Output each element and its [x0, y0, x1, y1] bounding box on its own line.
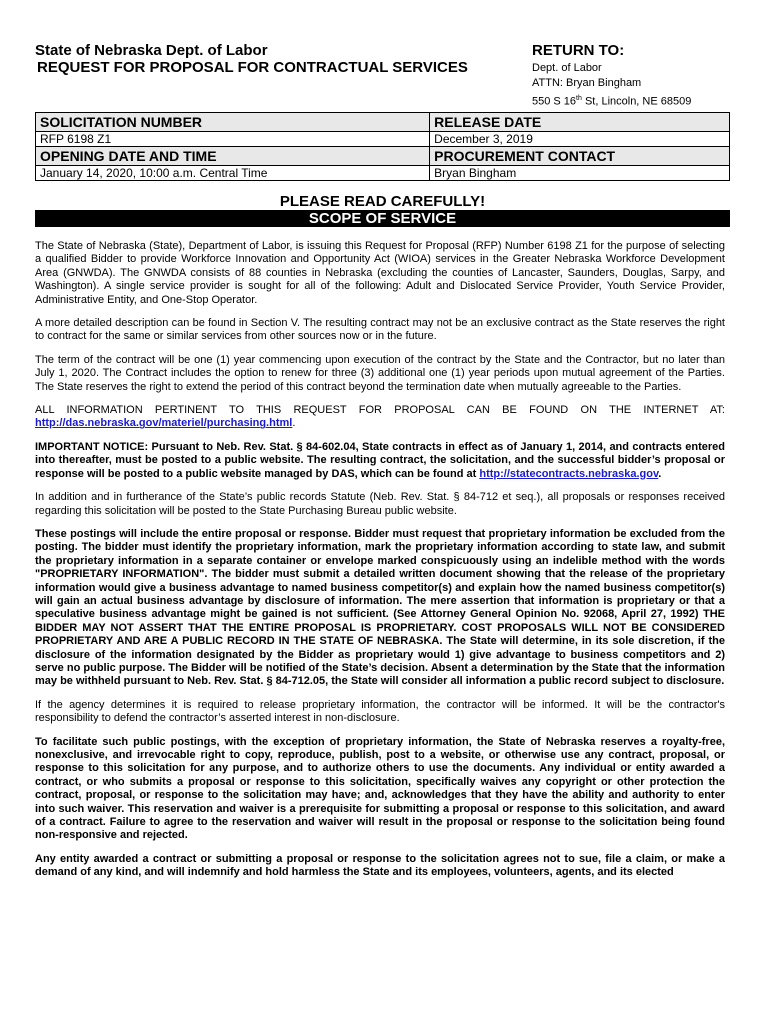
paragraph: The State of Nebraska (State), Department of Labor, is issuing this Request for Proposal (RFP) Number 6198 Z1 for the purpose of selecting a qualified Bidder to provide Workforce Innovation and Opportunity Act (WIOA) services in the Greater Nebraska Workforce Development Area (GNWDA). The GNWDA consists of 88 counties in Nebraska (excluding the counties of Lancaster, Saunders, Douglas, Sarpy, and Washington). A single service provider is sought for all of the following: Adult and Dislocated Service Provider, Youth Service Provider, Administrative Entity, and One-Stop Operator.	[35, 240, 725, 306]
document-header	[35, 42, 505, 76]
document-body	[35, 240, 725, 890]
procurement-contact-label: PROCUREMENT CONTACT	[430, 147, 730, 166]
important-notice: IMPORTANT NOTICE: Pursuant to Neb. Rev. Stat. § 84-602.04, State contracts in effect as of January 1, 2014, and contracts entered into thereafter, must be posted to a public website. The resulting contract, the solicitation, and the successful bidder’s proposal or response will be posted to a public website managed by DAS, which can be found at http://statecontracts.nebraska.gov.	[35, 440, 725, 480]
return-to-address: 550 S 16th St, Lincoln, NE 68509	[532, 95, 692, 108]
release-date-value: December 3, 2019	[430, 132, 730, 147]
request-title: REQUEST FOR PROPOSAL FOR CONTRACTUAL SERVICES	[37, 59, 468, 76]
procurement-contact-value: Bryan Bingham	[430, 166, 730, 181]
proprietary-notice: These postings will include the entire proposal or response. Bidder must request that proprietary information be excluded from the posting. The bidder must identify the proprietary information, mark the proprietary information according to state law, and submit the proprietary information in a separate container or envelope marked conspicuously using an indelible method with the words "PROPRIETARY INFORMATION". The bidder must submit a detailed written document showing that the release of the proprietary information would give a business advantage to named business competitor(s) and explain how the named business competitor(s) will gain an actual business advantage by disclosure of information. The mere assertion that information is proprietary or that a speculative business advantage might be gained is not sufficient. (See Attorney General Opinion No. 92068, April 27, 1992) THE BIDDER MAY NOT ASSERT THAT THE ENTIRE PROPOSAL IS PROPRIETARY. COST PROPOSALS WILL NOT BE CONSIDERED PROPRIETARY AND ARE A PUBLIC RECORD IN THE STATE OF NEBRASKA. The State will determine, in its sole discretion, if the disclosure of the information designated by the Bidder as proprietary would 1) give advantage to business competitors and 2) serve no public purpose. The Bidder will be notified of the State’s decision. Absent a determination by the State that the information may be withheld pursuant to Neb. Rev. Stat. § 84-712.05, the State will consider all information a public record subject to disclosure.	[35, 527, 725, 688]
public-posting-notice: To facilitate such public postings, with the exception of proprietary information, the State of Nebraska reserves a royalty-free, nonexclusive, and irrevocable right to copy, reproduce, publish, post to a website, or otherwise use any contract, proposal, or response to this solicitation for any purpose, and to authorize others to use the documents. Any individual or entity awarded a contract, or who submits a proposal or response to this solicitation, specifically waives any copyright or other protection the contract, proposal, or response to the solicitation may have; and, acknowledges that they have the ability and authority to enter into such waiver. This reservation and waiver is a prerequisite for submitting a proposal or response to this solicitation, and award of a contract. Failure to agree to the reservation and waiver will result in the proposal or response to the solicitation being found non-responsive and rejected.	[35, 735, 725, 842]
das-purchasing-link[interactable]: http://das.nebraska.gov/materiel/purchasing.html	[35, 417, 293, 430]
opening-date-label: OPENING DATE AND TIME	[36, 147, 430, 166]
paragraph: A more detailed description can be found in Section V. The resulting contract may not be an exclusive contract as the State reserves the right to contract for the same or similar services from other sources now or in the future.	[35, 317, 725, 343]
opening-date-value: January 14, 2020, 10:00 a.m. Central Time	[36, 166, 430, 181]
paragraph: ALL INFORMATION PERTINENT TO THIS REQUEST FOR PROPOSAL CAN BE FOUND ON THE INTERNET AT: http://das.nebraska.gov/materiel/purchasing.html.	[35, 404, 725, 430]
return-to-line: Dept. of Labor	[532, 62, 602, 74]
please-read-heading: PLEASE READ CAREFULLY!	[279, 193, 486, 210]
agency-name: State of Nebraska Dept. of Labor	[35, 42, 268, 59]
solicitation-number-value: RFP 6198 Z1	[36, 132, 430, 147]
indemnity-notice: Any entity awarded a contract or submitting a proposal or response to the solicitation agrees not to sue, file a claim, or make a demand of any kind, and will indemnify and hold harmless the State and its employees, volunteers, agents, and its elected	[35, 852, 725, 879]
solicitation-info-table	[35, 112, 730, 181]
paragraph: In addition and in furtherance of the State’s public records Statute (Neb. Rev. Stat. § 84-712 et seq.), all proposals or responses received regarding this solicitation will be posted to the State Purchasing Bureau public website.	[35, 491, 725, 517]
solicitation-number-label: SOLICITATION NUMBER	[36, 113, 430, 132]
state-contracts-link[interactable]: http://statecontracts.nebraska.gov	[479, 467, 659, 480]
release-date-label: RELEASE DATE	[430, 113, 730, 132]
paragraph: The term of the contract will be one (1) year commencing upon execution of the contract by the State and the Contractor, but no later than July 1, 2020. The Contract includes the option to renew for three (3) additional one (1) year periods upon mutual agreement of the Parties. The State reserves the right to extend the period of this contract beyond the termination date when mutually agreeable to the Parties.	[35, 353, 725, 393]
return-to-line: ATTN: Bryan Bingham	[532, 77, 642, 89]
return-to-title: RETURN TO:	[532, 42, 625, 59]
paragraph: If the agency determines it is required to release proprietary information, the contractor will be informed. It will be the contractor's responsibility to defend the contractor’s asserted interest in non-disclosure.	[35, 698, 725, 725]
scope-of-service-heading: SCOPE OF SERVICE	[35, 210, 730, 227]
